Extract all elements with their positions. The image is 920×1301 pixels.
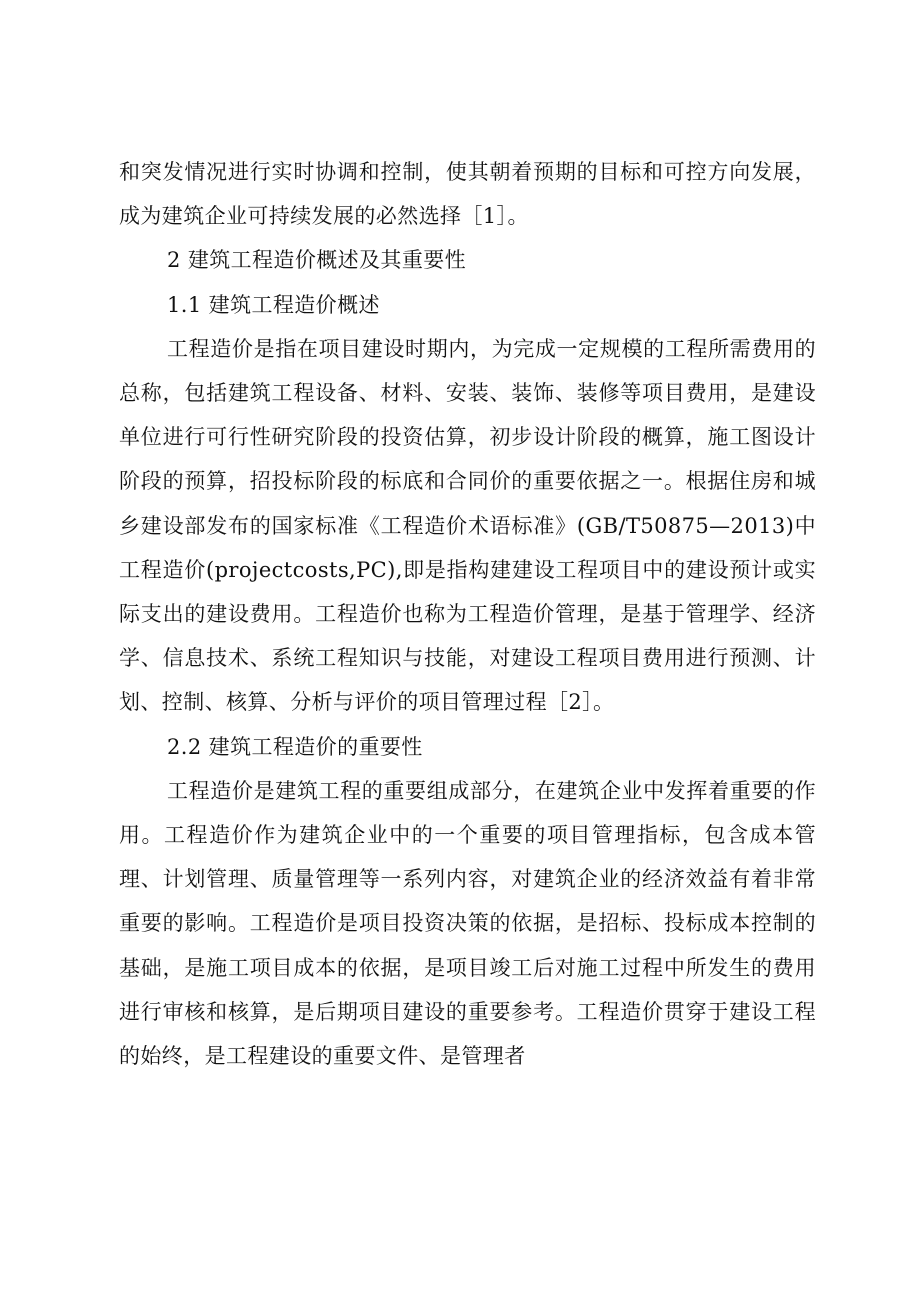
importance-paragraph: 工程造价是建筑工程的重要组成部分，在建筑企业中发挥着重要的作用。工程造价作为建筑企业中的一个重要的项目管理指标，包含成本管理、计划管理、质量管理等一系列内容，对建筑企业的经济效益有着非常重要的影响。工程造价是项目投资决策的依据，是招标、投标成本控制的基础，是施工项目成本的依据，是项目竣工后对施工过程中所发生的费用进行审核和核算，是后期项目建设的重要参考。工程造价贯穿于建设工程的始终，是工程建设的重要文件、是管理者 [119,778,816,1069]
document-body [119,150,816,1078]
intro-continuation-paragraph: 和突发情况进行实时协调和控制，使其朝着预期的目标和可控方向发展，成为建筑企业可持续发展的必然选择［1］。 [119,160,816,229]
section-2-heading: 2 建筑工程造价概述及其重要性 [167,248,467,273]
section-2-2-heading: 2.2 建筑工程造价的重要性 [167,734,423,759]
definition-paragraph: 工程造价是指在项目建设时期内，为完成一定规模的工程所需费用的总称，包括建筑工程设备、材料、安装、装饰、装修等项目费用，是建设单位进行可行性研究阶段的投资估算，初步设计阶段的概算，施工图设计阶段的预算，招投标阶段的标底和合同价的重要依据之一。根据住房和城乡建设部发布的国家标准《工程造价术语标准》(GB/T50875—2013)中工程造价(projectcosts,PC),即是指构建建设工程项目中的建设预计或实际支出的建设费用。工程造价也称为工程造价管理，是基于管理学、经济学、信息技术、系统工程知识与技能，对建设工程项目费用进行预测、计划、控制、核算、分析与评价的项目管理过程［2］。 [119,336,816,715]
section-1-1-heading: 1.1 建筑工程造价概述 [167,292,380,317]
